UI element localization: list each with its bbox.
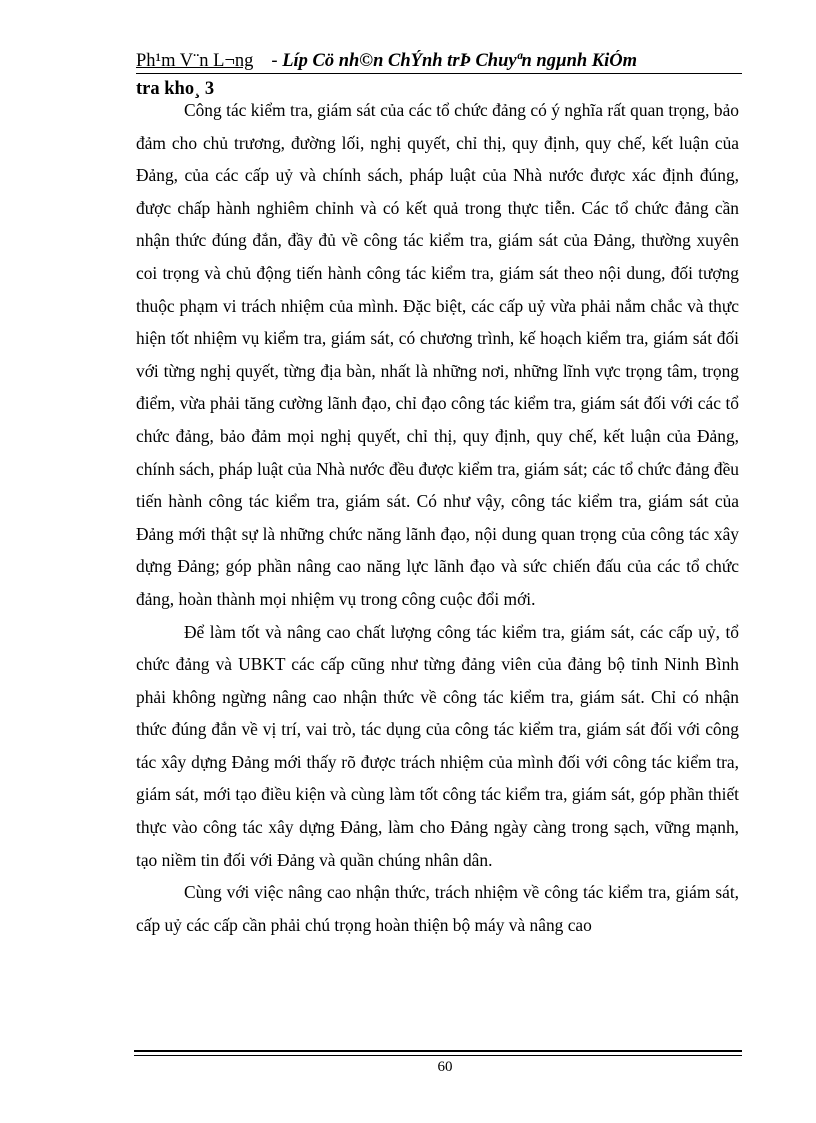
footer-rule-thick (134, 1050, 742, 1052)
header-line (136, 50, 742, 74)
header-separator: - (271, 51, 278, 71)
paragraph-3: Cùng với việc nâng cao nhận thức, trách nhiệm về công tác kiểm tra, giám sát, cấp uỷ các cấp cần phải chú trọng hoàn thiện bộ máy và nâng cao (136, 882, 739, 935)
paragraph-1: Công tác kiểm tra, giám sát của các tổ chức đảng có ý nghĩa rất quan trọng, bảo đảm cho chủ trương, đường lối, nghị quyết, chỉ thị, quy định, quy chế, kết luận của Đảng, của các cấp uỷ và chính sách, pháp luật của Nhà nước được xác định đúng, được chấp hành nghiêm chỉnh và có kết quả trong thực tiễn. Các tổ chức đảng cần nhận thức đúng đắn, đầy đủ về công tác kiểm tra, giám sát của Đảng, thường xuyên coi trọng và chủ động tiến hành công tác kiểm tra, giám sát theo nội dung, đối tượng thuộc phạm vi trách nhiệm của mình. Đặc biệt, các cấp uỷ vừa phải nắm chắc và thực hiện tốt nhiệm vụ kiểm tra, giám sát, có chương trình, kế hoạch kiểm tra, giám sát đối với từng nghị quyết, từng địa bàn, nhất là những nơi, những lĩnh vực trọng tâm, trọng điểm, vừa phải tăng cường lãnh đạo, chỉ đạo công tác kiểm tra, giám sát đối với các tổ chức đảng, bảo đảm mọi nghị quyết, chỉ thị, quy định, quy chế, kết luận của Đảng, chính sách, pháp luật của Nhà nước đều được kiểm tra, giám sát; các tổ chức đảng đều tiến hành công tác kiểm tra, giám sát. Có như vậy, công tác kiểm tra, giám sát của Đảng mới thật sự là những chức năng lãnh đạo, nội dung quan trọng của công tác xây dựng Đảng; góp phần nâng cao năng lực lãnh đạo và sức chiến đấu của các tổ chức đảng, hoàn thành mọi nhiệm vụ trong công cuộc đổi mới. (136, 100, 739, 609)
header-author: Ph¹m V¨n L¬ng (136, 51, 254, 71)
footer-rule-thin (134, 1055, 742, 1056)
body-text (136, 94, 739, 941)
header-course-title-continued: tra kho¸ 3 (136, 79, 215, 99)
page-number: 60 (437, 1059, 453, 1075)
header-course-title: Líp Cö nh©n ChÝnh trÞ Chuyªn ngµnh KiÓm (282, 51, 638, 71)
page-header (136, 50, 742, 100)
paragraph-2: Để làm tốt và nâng cao chất lượng công tác kiểm tra, giám sát, các cấp uỷ, tổ chức đảng và UBKT các cấp cũng như từng đảng viên của đảng bộ tỉnh Ninh Bình phải không ngừng nâng cao nhận thức về công tác kiểm tra, giám sát. Chỉ có nhận thức đúng đắn về vị trí, vai trò, tác dụng của công tác kiểm tra, giám sát đối với công tác xây dựng Đảng mới thấy rõ được trách nhiệm của mình đối với công tác kiểm tra, giám sát, mới tạo điều kiện và cùng làm tốt công tác kiểm tra, giám sát, góp phần thiết thực vào công tác xây dựng Đảng, làm cho Đảng ngày càng trong sạch, vững mạnh, tạo niềm tin đối với Đảng và quần chúng nhân dân. (136, 621, 739, 870)
